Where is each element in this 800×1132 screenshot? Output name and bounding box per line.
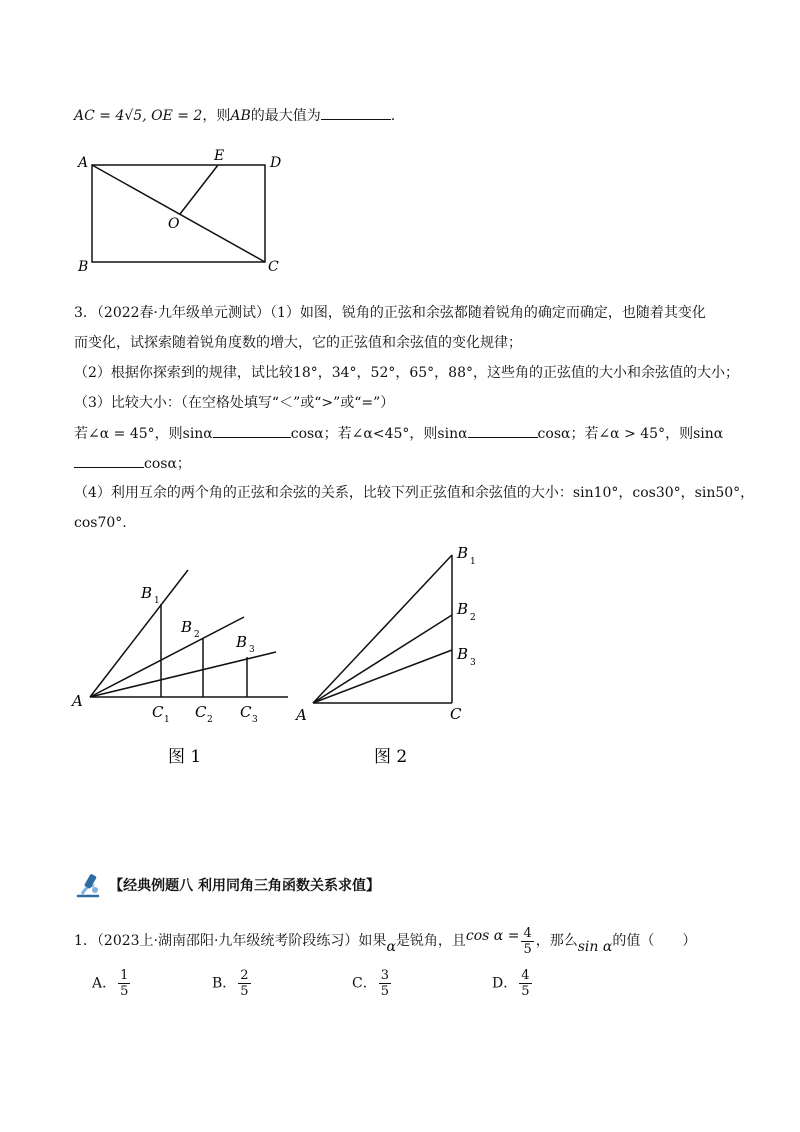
q3-line8: cos70°. (74, 515, 127, 531)
label-c2: C (195, 703, 207, 721)
rectangle-figure (70, 145, 290, 275)
segment-ab3 (313, 650, 452, 703)
q3-line1: 3．（2022春·九年级单元测试）（1）如图，锐角的正弦和余弦都随着锐角的确定而确定，也随着其变化 (74, 305, 706, 321)
label-a: A (78, 155, 89, 171)
label-b2: B (181, 618, 193, 636)
label-b: B (78, 259, 89, 275)
q3-line5: 若∠α = 45°，则sinα cosα；若∠α<45°，则sinα cosα；若∠α > 45°，则sinα (74, 423, 723, 444)
section-heading (74, 872, 380, 898)
label-o: O (168, 216, 180, 232)
cos-fraction: $\frac{4}{5}$ (523, 925, 532, 957)
svg-text:2: 2 (207, 715, 213, 725)
ray-1 (90, 570, 188, 697)
label-c: C (268, 259, 279, 275)
label-d: D (270, 155, 282, 171)
label-b3: B (457, 645, 469, 663)
blank-1[interactable] (213, 423, 291, 438)
caption-fig1: 图 1 (168, 747, 202, 767)
label-c1: C (152, 703, 164, 721)
label-e: E (214, 148, 225, 164)
ray-2 (90, 617, 244, 697)
svg-text:2: 2 (194, 630, 200, 640)
label-a: A (296, 706, 307, 724)
q3-line3: （2）根据你探索到的规律，试比较18°，34°，52°，65°，88°，这些角的正弦值的大小和余弦值的大小； (74, 365, 739, 381)
diagonal-ac (92, 165, 265, 262)
formula-ac: AC = 4√5, (74, 108, 147, 124)
blank-3[interactable] (74, 453, 144, 468)
svg-text:1: 1 (164, 715, 170, 725)
label-c: C (450, 705, 462, 723)
q1-stem: 1．（2023上·湖南邵阳·九年级统考阶段练习）如果α是锐角，且cos α = $\frac{4}{5}$ ，那么sin α的值（ ） (74, 925, 697, 957)
microscope-icon (74, 872, 104, 898)
ray-3 (90, 652, 276, 697)
option-c[interactable]: C． $\frac{3}{5}$ (352, 968, 389, 999)
svg-text:3: 3 (249, 645, 255, 655)
label-b3: B (236, 633, 248, 651)
q3-line4: （3）比较大小：（在空格处填写“＜”或“>”或“=”） (74, 395, 395, 411)
option-d[interactable]: D． $\frac{4}{5}$ (492, 968, 530, 999)
svg-text:1: 1 (154, 596, 160, 606)
caption-fig2: 图 2 (374, 747, 408, 767)
section-title: 【经典例题八 利用同角三角函数关系求值】 (109, 878, 380, 894)
label-c3: C (240, 703, 252, 721)
svg-text:1: 1 (470, 557, 476, 567)
answer-blank[interactable] (321, 105, 391, 120)
figure-2 (292, 538, 502, 770)
segment-oe (180, 165, 218, 214)
blank-2[interactable] (468, 423, 538, 438)
q3-line7: （4）利用互余的两个角的正弦和余弦的关系，比较下列正弦值和余弦值的大小：sin10°，cos30°，sin50°， (74, 485, 755, 501)
svg-text:3: 3 (252, 715, 258, 725)
q3-line2: 而变化，试探索随着锐角度数的增大，它的正弦值和余弦值的变化规律； (74, 335, 522, 351)
q2-tail-line: AC = 4√5, OE = 2，则AB的最大值为 . (74, 105, 395, 126)
label-b2: B (457, 600, 469, 618)
option-a[interactable]: A． $\frac{1}{5}$ (92, 968, 129, 999)
label-b1: B (141, 584, 153, 602)
q3-line6: cosα； (74, 453, 191, 474)
label-b1: B (457, 544, 469, 562)
svg-text:2: 2 (470, 613, 476, 623)
figure-1 (68, 560, 308, 770)
svg-text:3: 3 (470, 658, 476, 668)
option-b[interactable]: B． $\frac{2}{5}$ (212, 968, 249, 999)
formula-oe: OE = 2 (151, 108, 203, 124)
label-a: A (72, 692, 83, 710)
